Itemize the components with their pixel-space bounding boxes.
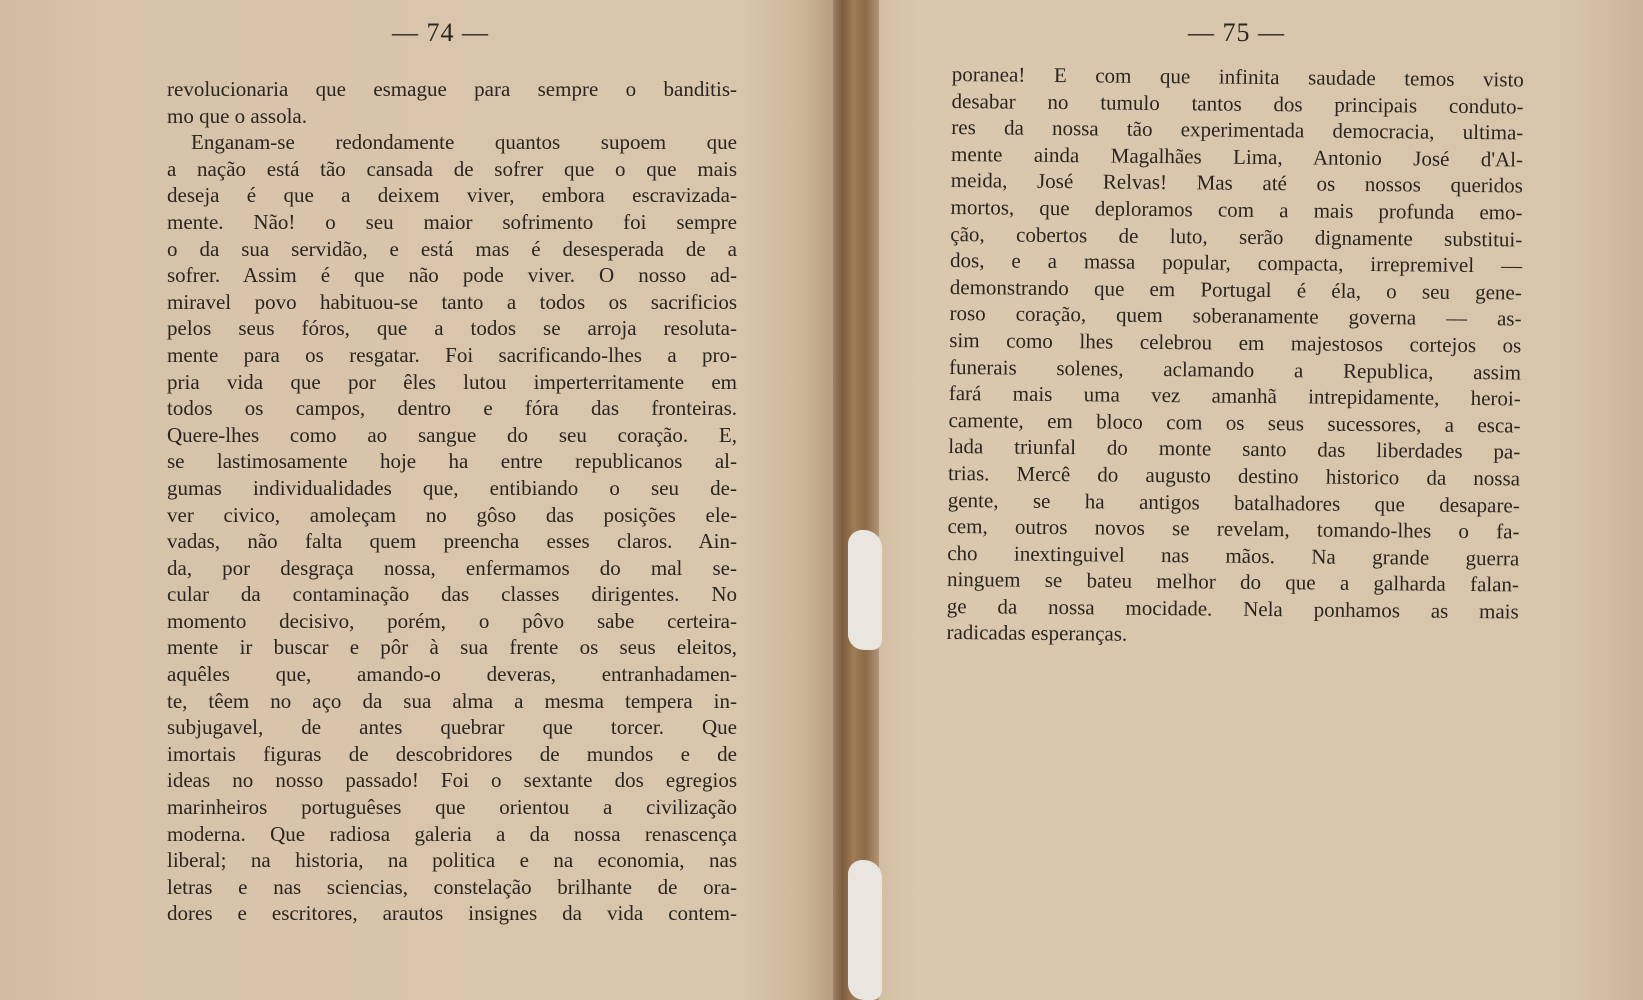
text-line: cem, outros novos se revelam, tomando-lhes o fa- — [947, 514, 1520, 544]
text-line: aquêles que, amando-o deveras, entranhadamen- — [167, 662, 737, 687]
text-line: ninguem se bateu melhor do que a galharda falan- — [946, 567, 1520, 597]
right-page-number: — 75 — — [1188, 18, 1285, 47]
text-line: funerais solenes, aclamando a Republica, assim — [948, 354, 1522, 385]
text-line: sim como lhes celebrou em majestosos cortejos os — [949, 327, 1522, 358]
text-line: radicadas esperanças. — [946, 620, 1128, 647]
text-line: se lastimosamente hoje ha entre republicanos al- — [167, 449, 737, 474]
text-line: ver civico, amoleçam no gôso das posições ele- — [167, 502, 737, 527]
text-line: mente ainda Magalhães Lima, Antonio José d'Al- — [950, 141, 1524, 172]
text-line: te, têem no aço da sua alma a mesma tempera in- — [167, 688, 737, 713]
text-line: demonstrando que em Portugal é éla, o seu gene- — [949, 274, 1522, 305]
text-line: ção, cobertos de luto, serão dignamente substitui- — [950, 221, 1523, 252]
text-line: da, por desgraça nossa, enfermamos do mal se- — [167, 555, 737, 580]
text-line: pria vida que por êles lutou imperterritamente em — [167, 369, 737, 394]
text-line: sofrer. Assim é que não pode viver. O nosso ad- — [167, 263, 737, 288]
text-line: mente. Não! o seu maior sofrimento foi sempre — [167, 209, 737, 234]
text-line: pelos seus fóros, que a todos se arroja resoluta- — [167, 316, 737, 341]
text-line: imortais figuras de descobridores de mundos e de — [167, 741, 737, 766]
text-line: res da nossa tão experimentada democracia, ultima- — [951, 115, 1524, 145]
text-line: mente para os resgatar. Foi sacrificando-lhes a pro- — [167, 342, 737, 367]
text-line: todos os campos, dentro e fóra das fronteiras. — [167, 396, 737, 421]
text-line: gente, se ha antigos batalhadores que desapare- — [947, 487, 1520, 517]
text-line: revolucionaria que esmague para sempre o banditis- — [167, 77, 737, 101]
text-line: cular da contaminação das classes dirigentes. No — [167, 582, 737, 607]
text-line: ge da nossa mocidade. Nela ponhamos as mais — [946, 593, 1519, 624]
text-line: Quere-lhes como ao sangue do seu coração. E, — [167, 422, 737, 447]
text-line: deseja é que a deixem viver, embora escravizada- — [167, 183, 737, 208]
text-line: subjugavel, de antes quebrar que torcer. Que — [167, 715, 737, 740]
text-line: ideas no nosso passado! Foi o sextante dos egregios — [167, 768, 737, 793]
text-line: dores e escritores, arautos insignes da vida contem- — [167, 901, 737, 926]
right-page — [870, 0, 1643, 1000]
text-line: meida, José Relvas! Mas até os nossos queridos — [950, 168, 1523, 198]
text-line: mente ir buscar e pôr à sua frente os seus eleitos, — [167, 635, 737, 660]
text-line: marinheiros portuguêses que orientou a civilização — [167, 795, 737, 820]
right-page-text — [946, 61, 1524, 652]
text-line: trias. Mercê do augusto destino historico da nossa — [947, 460, 1521, 491]
text-line: camente, em bloco com os seus sucessores, a esca- — [948, 407, 1521, 438]
text-line: dos, e a massa popular, compacta, irrepremivel — — [949, 248, 1523, 278]
text-line: gumas individualidades que, entibiando o seu de- — [167, 475, 737, 500]
text-line: desabar no tumulo tantos dos principais conduto- — [951, 88, 1524, 119]
left-page-text — [167, 76, 737, 927]
text-line: liberal; na historia, na politica e na economia, nas — [167, 848, 737, 873]
text-line: fará mais uma vez amanhã intrepidamente, heroi- — [948, 381, 1521, 411]
text-line: mo que o assola. — [167, 103, 307, 128]
text-line: vadas, não falta quem preencha esses claros. Ain- — [167, 529, 737, 554]
text-line: miravel povo habituou-se tanto a todos os sacrificios — [167, 289, 737, 314]
text-line: moderna. Que radiosa galeria a da nossa renascença — [167, 821, 737, 846]
text-line: o da sua servidão, e está mas é desesperada de a — [167, 236, 737, 261]
text-line: cho inextinguivel nas mãos. Na grande guerra — [947, 540, 1520, 571]
text-line: a nação está tão cansada de sofrer que o que mais — [167, 156, 737, 181]
text-line: lada triunfal do monte santo das liberdades pa- — [948, 434, 1521, 464]
text-line: momento decisivo, porém, o pôvo sabe certeira- — [167, 608, 737, 633]
text-line: mortos, que deploramos com a mais profunda emo- — [950, 194, 1523, 225]
text-line: roso coração, quem soberanamente governa — as- — [949, 301, 1522, 331]
text-line: Enganam-se redondamente quantos supoem que — [191, 130, 737, 155]
left-page-number: — 74 — — [392, 18, 489, 47]
text-line: letras e nas sciencias, constelação brilhante de ora- — [167, 874, 737, 899]
text-line: poranea! E com que infinita saudade temos visto — [951, 61, 1524, 92]
